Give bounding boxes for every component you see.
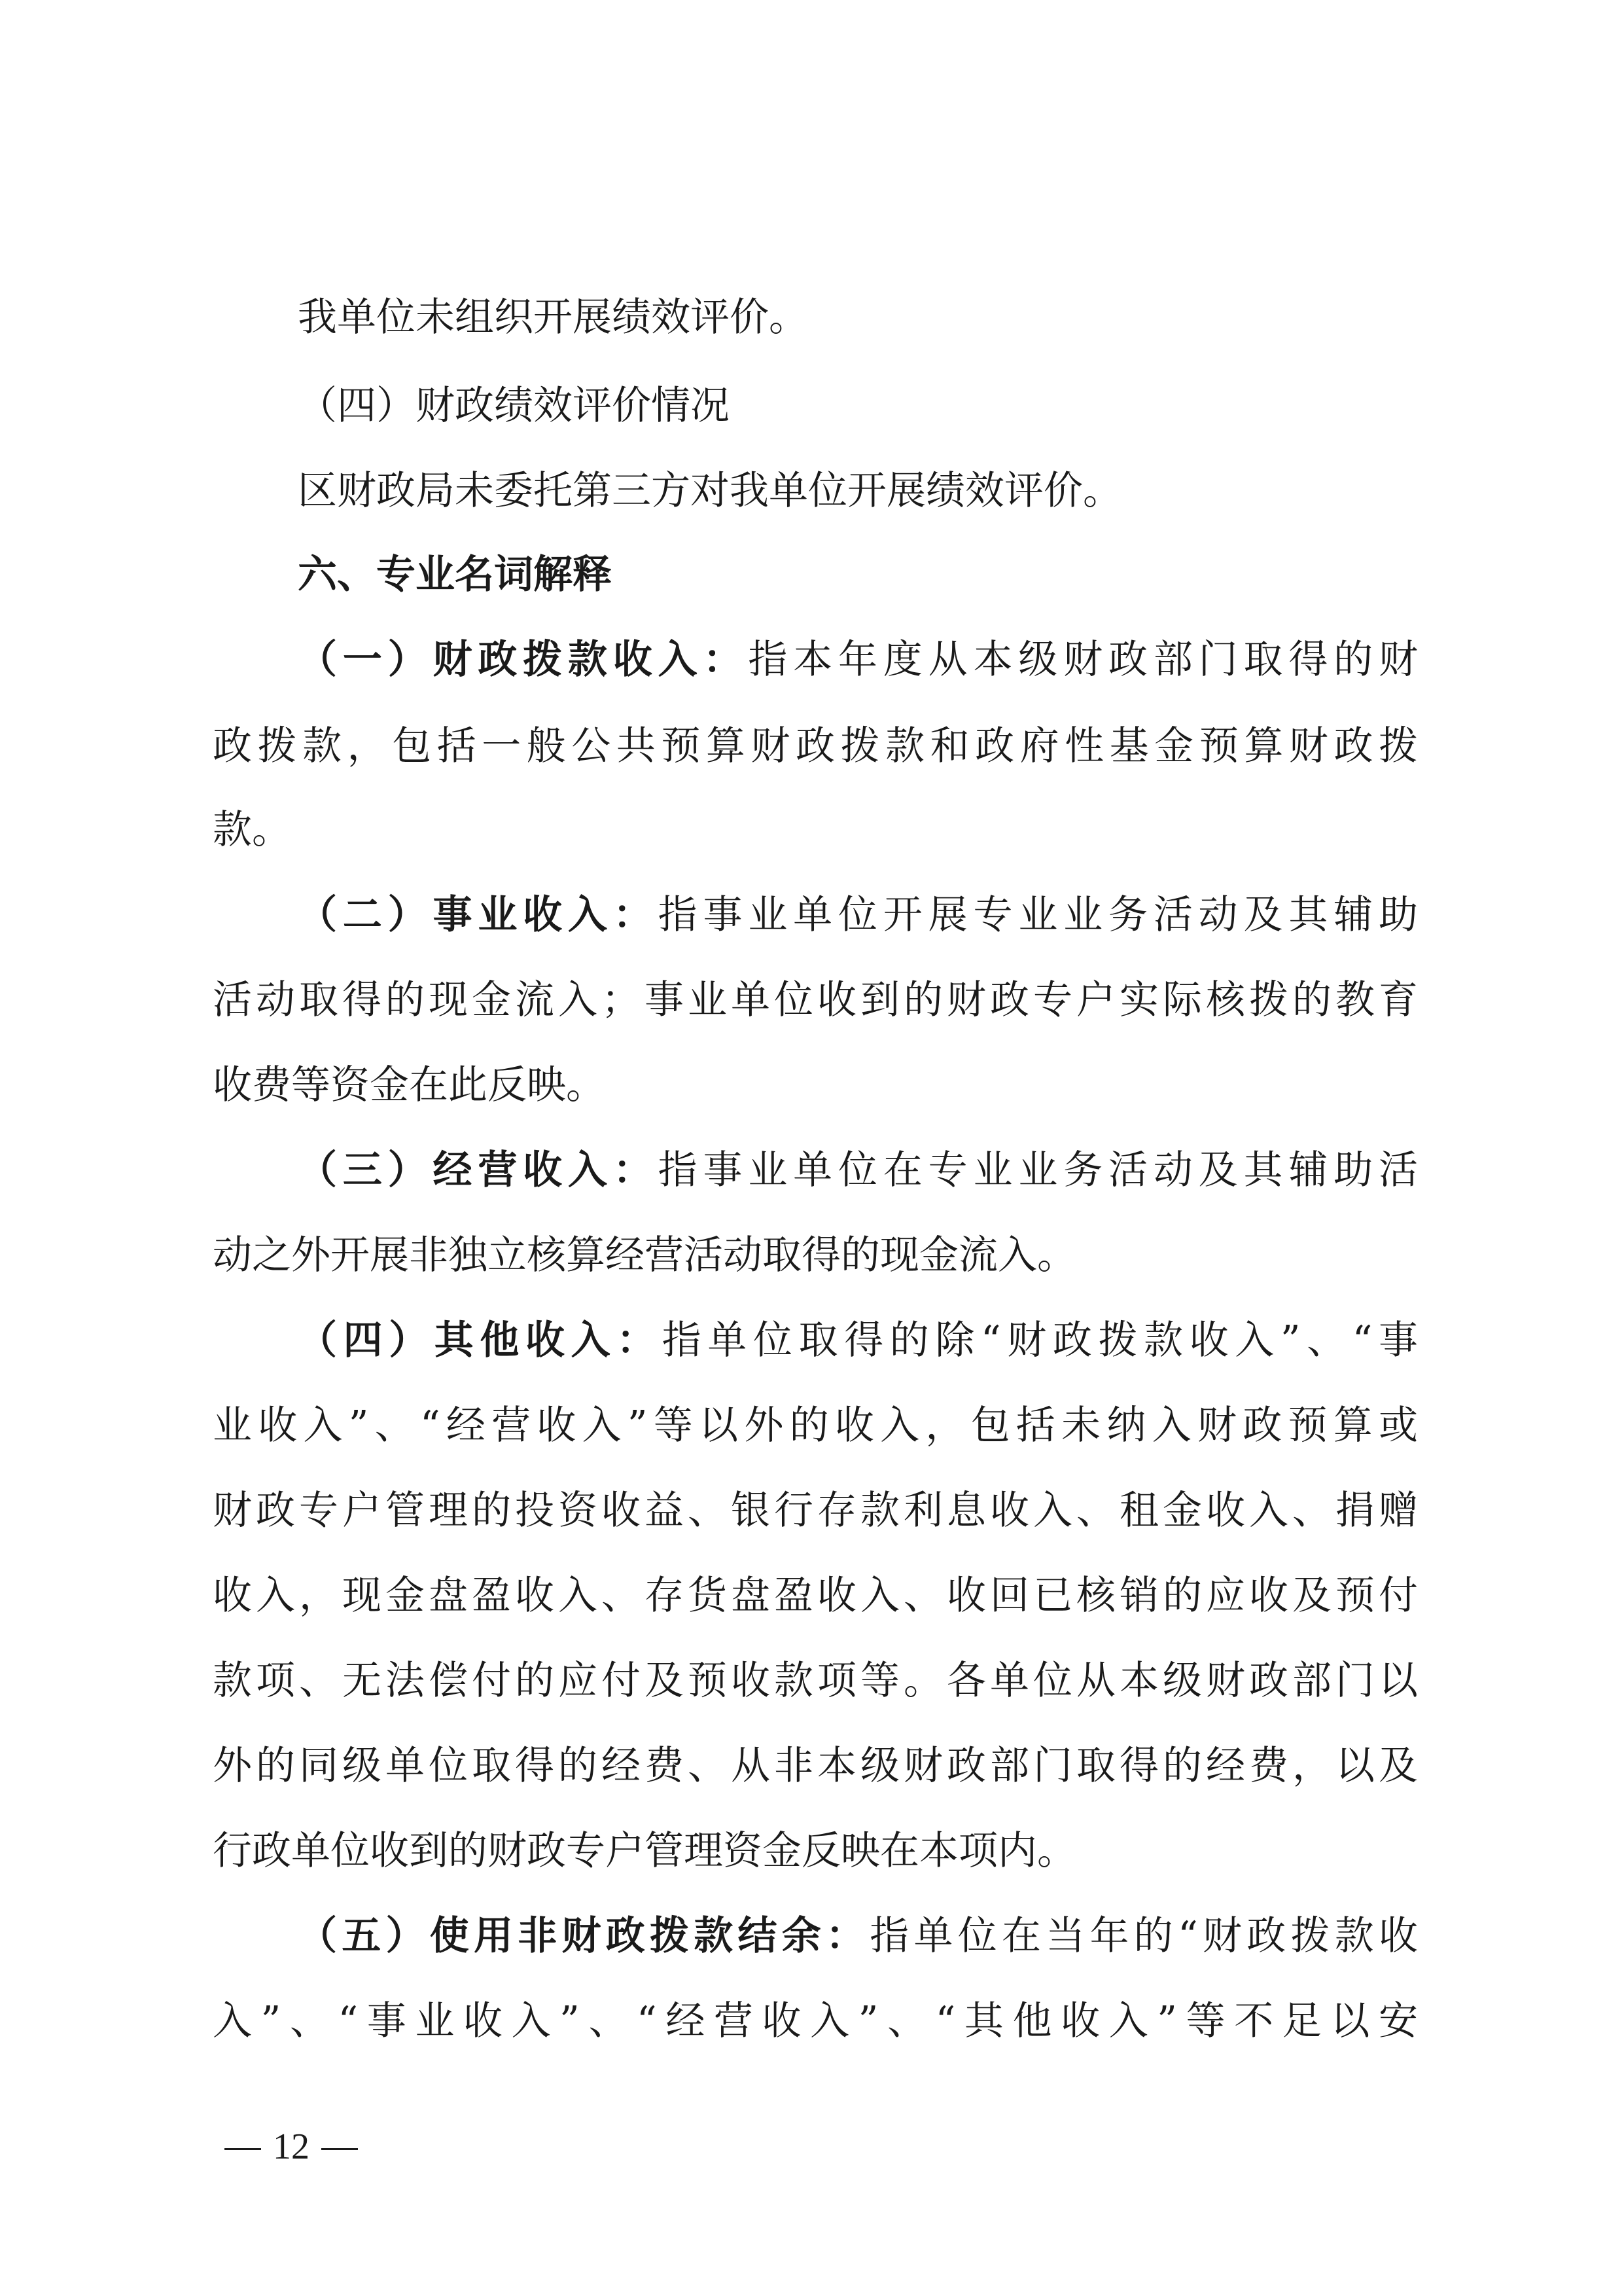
paragraph-line	[213, 974, 1418, 1026]
paragraph-line	[213, 804, 1418, 856]
line-text: 活动取得的现金流入；事业单位收到的财政专户实际核拨的教育	[213, 977, 1418, 1023]
term-heading: （二）事业收入：	[298, 892, 658, 938]
line-text: 指事业单位开展专业业务活动及其辅助	[658, 892, 1419, 938]
line-text: 业收入”、“经营收入”等以外的收入，包括未纳入财政预算或	[213, 1403, 1418, 1448]
paragraph-line	[213, 1059, 1418, 1111]
paragraph-line	[298, 634, 1418, 686]
text-line	[298, 465, 1418, 517]
paragraph-line	[213, 1229, 1418, 1282]
text-line	[298, 291, 1418, 344]
line-text: 收费等资金在此反映。	[213, 1062, 605, 1108]
section-heading	[298, 548, 1418, 601]
paragraph-line	[298, 889, 1418, 941]
term-heading: （五）使用非财政拨款结余：	[298, 1913, 870, 1959]
paragraph-line	[213, 1484, 1418, 1537]
line-text: 财政专户管理的投资收益、银行存款利息收入、租金收入、捐赠	[213, 1488, 1418, 1534]
paragraph-line	[213, 1570, 1418, 1622]
paragraph-line	[213, 1825, 1418, 1877]
line-text: 行政单位收到的财政专户管理资金反映在本项内。	[213, 1828, 1076, 1874]
line-text: 款项、无法偿付的应付及预收款项等。各单位从本级财政部门以	[213, 1658, 1418, 1704]
paragraph-line	[298, 1144, 1418, 1196]
term-heading: （四）其他收入：	[298, 1318, 662, 1363]
section-heading	[298, 380, 1418, 432]
line-text: 指本年度从本级财政部门取得的财	[748, 637, 1419, 683]
page-footer	[213, 2124, 370, 2170]
line-text: 动之外开展非独立核算经营活动取得的现金流入。	[213, 1232, 1076, 1278]
paragraph-line	[213, 1740, 1418, 1792]
line-text: 指单位取得的除“财政拨款收入”、“事	[662, 1318, 1418, 1363]
footer-dash-right	[321, 2148, 358, 2150]
paragraph-line	[213, 720, 1418, 772]
line-text: 款。	[213, 807, 291, 853]
line-text: 指事业单位在专业业务活动及其辅助活	[658, 1147, 1419, 1193]
paragraph-line	[213, 1655, 1418, 1707]
line-text: （四）财政绩效评价情况	[298, 383, 730, 429]
line-text: 收入，现金盘盈收入、存货盘盈收入、收回已核销的应收及预付	[213, 1573, 1418, 1619]
line-text: 六、专业名词解释	[298, 552, 612, 598]
page-number: 12	[273, 2126, 309, 2167]
line-text: 指单位在当年的“财政拨款收	[870, 1913, 1419, 1959]
paragraph-line	[298, 1314, 1418, 1367]
line-text: 区财政局未委托第三方对我单位开展绩效评价。	[298, 468, 1122, 514]
line-text: 我单位未组织开展绩效评价。	[298, 295, 808, 340]
term-heading: （三）经营收入：	[298, 1147, 658, 1193]
footer-dash-left	[224, 2148, 261, 2150]
paragraph-line	[213, 1399, 1418, 1452]
line-text: 外的同级单位取得的经费、从非本级财政部门取得的经费，以及	[213, 1743, 1418, 1789]
paragraph-line	[298, 1910, 1418, 1962]
line-text: 入”、“事业收入”、“经营收入”、“其他收入”等不足以安	[213, 1998, 1418, 2044]
paragraph-line	[213, 1995, 1418, 2047]
line-text: 政拨款，包括一般公共预算财政拨款和政府性基金预算财政拨	[213, 723, 1418, 769]
term-heading: （一）财政拨款收入：	[298, 637, 749, 683]
